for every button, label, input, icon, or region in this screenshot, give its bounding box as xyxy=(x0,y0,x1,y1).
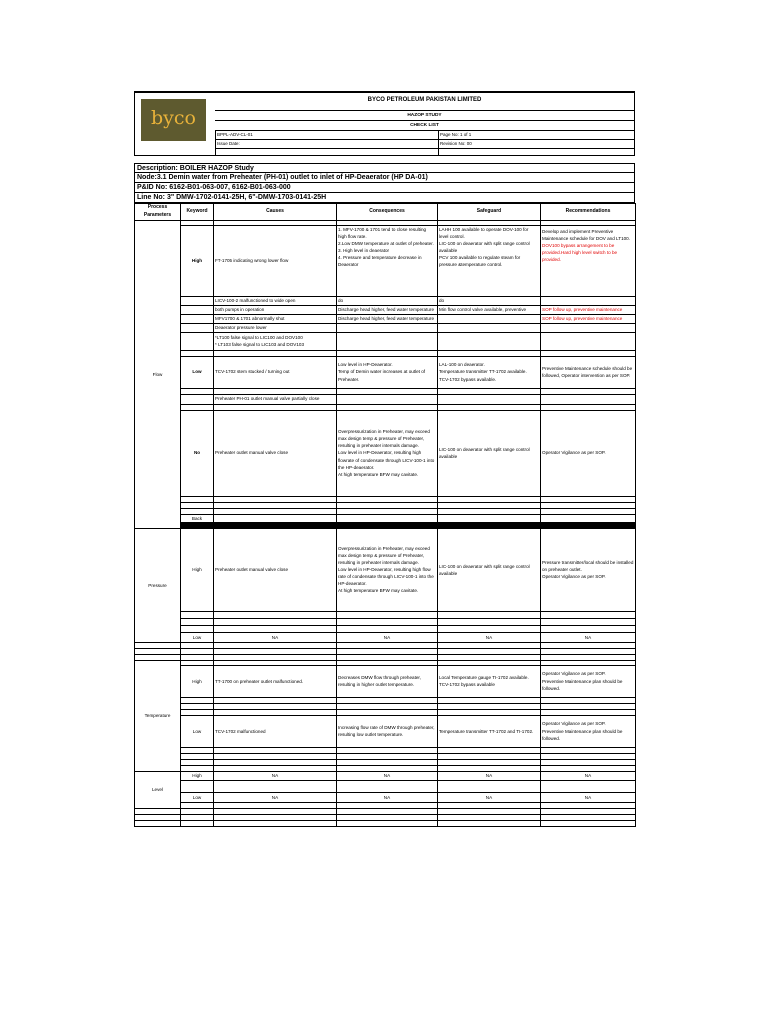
table-row xyxy=(135,715,636,747)
cause-cell: both pumps in operation xyxy=(214,305,337,314)
node: Node:3.1 Demin water from Preheater (PH-01) outlet to inlet of HP-Deaerator (HP DA-01) xyxy=(134,173,635,183)
table-row xyxy=(135,332,636,350)
consequence-cell: NA xyxy=(337,632,438,642)
consequence-cell: NA xyxy=(337,792,438,802)
recommendation-cell: SOP follow up, preventive maintenance xyxy=(541,305,636,314)
cause-cell: FT-1705 indicating wrong lower flow xyxy=(214,225,337,296)
table-row xyxy=(135,296,636,305)
table-row xyxy=(135,394,636,404)
safeguard-cell: Temperature transmitter TT-1702 and TI-1702. xyxy=(438,715,541,747)
cause-cell: NA xyxy=(214,792,337,802)
document-header xyxy=(134,91,635,156)
safeguard-cell: NA xyxy=(438,632,541,642)
cause-cell: TCV-1702 stem stucked / turning out xyxy=(214,356,337,388)
col-safeguard: Safeguard xyxy=(438,204,541,221)
cause-cell: NA xyxy=(214,632,337,642)
safeguard-cell: LIC-100 on deaerator with split range control available xyxy=(438,528,541,611)
recommendation-cell: NA xyxy=(541,632,636,642)
recommendation-cell: Pressure transmitter/local should be installed on preheater outlet. Operator Vigilance as per SOP. xyxy=(541,528,636,611)
recommendation-cell: NA xyxy=(541,771,636,780)
cause-cell: NA xyxy=(214,771,337,780)
table-row xyxy=(135,410,636,496)
keyword-high: High xyxy=(181,665,214,697)
table-row xyxy=(135,356,636,388)
cause-cell: MFV1700 & 1701 abnormally shut xyxy=(214,314,337,323)
keyword-high: High xyxy=(181,771,214,780)
pid-number: P&ID No: 6162-B01-063-007, 6162-B01-063-000 xyxy=(134,183,635,193)
recommendation-cell: Preventive Maintenance schedule should be followed, Operator intervention as per SOP. xyxy=(541,356,636,388)
cause-cell: TT-1700 on preheater outlet malfunctioned. xyxy=(214,665,337,697)
keyword-no: No xyxy=(181,410,214,496)
consequence-cell: 1. MFV-1700 & 1701 tend to close resulting high flow rate. 2.Low DMW temperature at outlet of preheater. 3. High level in deaerator 4. Pressure and temperature decrease in Deaerator xyxy=(337,225,438,296)
safeguard-cell: LAHH 100 available to operate DOV-100 for level control. LIC-100 on deaerator with split range control available PCV 100 available to regulate steam for pressure &temperature control. xyxy=(438,225,541,296)
recommendation-cell: SOP follow up, preventive maintenance xyxy=(541,314,636,323)
table-row xyxy=(135,528,636,611)
table-row xyxy=(135,323,636,332)
keyword-back: Back xyxy=(181,514,214,522)
recommendation-cell: NA xyxy=(541,792,636,802)
table-row xyxy=(135,514,636,522)
byco-logo: byco xyxy=(141,99,206,141)
keyword-low: Low xyxy=(181,356,214,388)
param-temperature: Temperature xyxy=(135,660,181,771)
keyword-low: Low xyxy=(181,715,214,747)
company-name: BYCO PETROLEUM PAKISTAN LIMITED xyxy=(367,97,482,103)
keyword-low: Low xyxy=(181,632,214,642)
hazop-table xyxy=(134,203,636,827)
consequence-cell: Discharge head higher, feed water temperature xyxy=(337,305,438,314)
checklist-title: CHECK LIST xyxy=(410,123,439,128)
consequence-cell: NA xyxy=(337,771,438,780)
param-pressure: Pressure xyxy=(135,528,181,642)
table-row xyxy=(135,771,636,780)
cause-cell: *LT100 false signal to LIC100 and DOV100 * LT103 false signal to LIC103 and DOV103 xyxy=(214,332,337,350)
recommendation-cell: Develop and implement Preventive Maintenance schedule for DOV and LT100. DOV100 bypass arrangement to be provided.Hard high level switch to be provided. xyxy=(541,225,636,296)
page-number: Page No: 1 of 1 xyxy=(440,132,472,137)
recommendation-cell: Operator Vigilance as per SOP. xyxy=(541,410,636,496)
safeguard-cell: NA xyxy=(438,792,541,802)
keyword-high: High xyxy=(181,225,214,296)
keyword-high: High xyxy=(181,528,214,611)
revision-number: Revision No: 00 xyxy=(440,141,472,146)
recommendation-cell: Operator Vigilance as per SOP. Preventive Maintenance plan should be followed. xyxy=(541,665,636,697)
consequence-cell: do xyxy=(337,296,438,305)
issue-date: Issue Date: xyxy=(217,141,240,146)
consequence-cell: Discharge head higher, feed water temperature xyxy=(337,314,438,323)
table-row xyxy=(135,632,636,642)
table-header-row xyxy=(135,204,636,221)
table-row xyxy=(135,305,636,314)
safeguard-cell: Min flow control valve available, preventive xyxy=(438,305,541,314)
table-row xyxy=(135,665,636,697)
safeguard-cell: LAL-100 on deaerator. Temperature transmitter TT-1702 available. TCV-1702 bypass available. xyxy=(438,356,541,388)
consequence-cell: Increasing flow rate of DMW through preheater, resulting low outlet temperature. xyxy=(337,715,438,747)
col-process-parameters: Process Parameters xyxy=(135,204,181,221)
cause-cell: Deaerator pressure lower xyxy=(214,323,337,332)
consequence-cell: Decreases DMW flow through preheater, resulting in higher outlet temperature. xyxy=(337,665,438,697)
cause-cell: Preheater outlet manual valve close xyxy=(214,410,337,496)
cause-cell: LICV-100-2 malfunctioned to wide open xyxy=(214,296,337,305)
param-flow: Flow xyxy=(135,220,181,528)
hazop-sheet xyxy=(134,91,635,827)
col-keyword: Keyword xyxy=(181,204,214,221)
cause-cell: Preheater PH-01 outlet manual valve partially close xyxy=(214,394,337,404)
table-row xyxy=(135,792,636,802)
safeguard-cell: LIC-100 on deaerator with split range control available xyxy=(438,410,541,496)
keyword-low: Low xyxy=(181,792,214,802)
safeguard-cell: do xyxy=(438,296,541,305)
line-number: Line No: 3" DMW-1702-0141-25H, 6"-DMW-1703-0141-25H xyxy=(134,193,635,203)
study-title: HAZOP STUDY xyxy=(407,113,442,118)
safeguard-cell: Local Temperature gauge TI-1702 available. TCV-1702 bypass available xyxy=(438,665,541,697)
recommendation-cell: Operator Vigilance as per SOP. Preventive Maintenance plan should be followed. xyxy=(541,715,636,747)
consequence-cell: Overpressurization in Preheater, may exceed max design temp & pressure of Preheater, resulting in preheater internals damage. Low level in HP-Deaerator, resulting high flowrate of condensate through LICV-100-1 into the HP-deaerator. At high temperature BFW may cavitate. xyxy=(337,410,438,496)
safeguard-cell: NA xyxy=(438,771,541,780)
param-level: Level xyxy=(135,771,181,808)
table-row xyxy=(135,314,636,323)
consequence-cell: Low level in HP-Deaerator. Temp of Demin water increases at outlet of Preheater. xyxy=(337,356,438,388)
doc-number: BPPL-ADV-CL-01 xyxy=(217,132,253,137)
col-consequences: Consequences xyxy=(337,204,438,221)
description: Description: BOILER HAZOP Study xyxy=(134,163,635,173)
col-recommendations: Recommendations xyxy=(541,204,636,221)
cause-cell: TCV-1702 malfunctioned xyxy=(214,715,337,747)
cause-cell: Preheater outlet manual valve close xyxy=(214,528,337,611)
consequence-cell: Overpressurization in Preheater, may exceed max design temp & pressure of Preheater, resulting in preheater internals damage. Low level in HP-Deaerator, resulting high flow rate of condensate through LICV-100-1 into the HP-deaerator. At high temperature BFW may cavitate. xyxy=(337,528,438,611)
col-causes: Causes xyxy=(214,204,337,221)
table-row xyxy=(135,225,636,296)
